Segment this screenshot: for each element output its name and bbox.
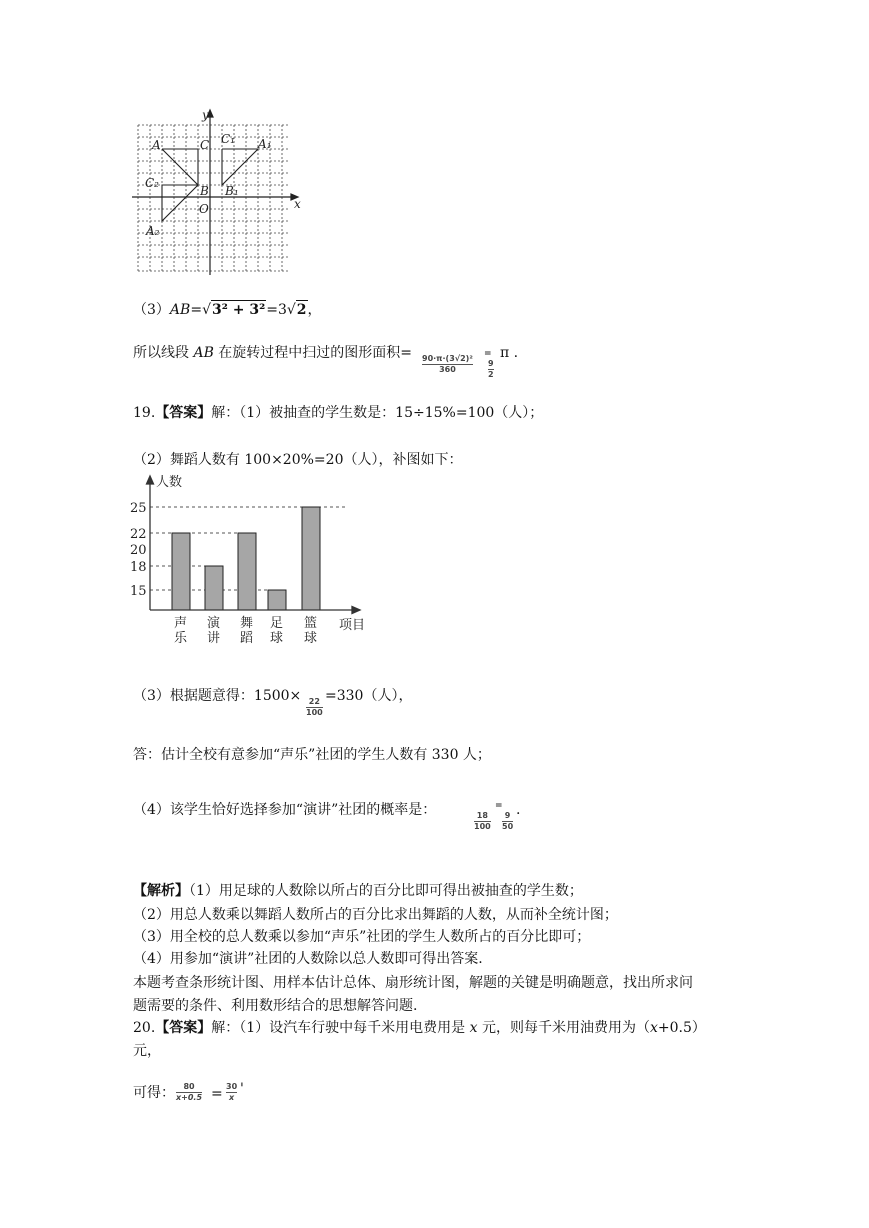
q18-part3-radicand: 3² + 3² — [211, 302, 266, 318]
x-tick-4-1: 球 — [304, 631, 318, 646]
q20-line-2: 元， — [133, 1043, 161, 1059]
q18-area-numerator: 90·π·(3√2)² — [422, 354, 473, 363]
q18-area-text-1: 所以线段 — [133, 345, 194, 361]
point-b-label: B — [200, 184, 209, 198]
bar-3 — [268, 590, 286, 610]
axis-x-label: x — [294, 197, 301, 211]
point-c-label: C — [200, 138, 210, 152]
chart-x-ticks — [174, 615, 317, 646]
y-tick-22: 22 — [130, 527, 147, 542]
q18-area-text-2: 在旋转过程中扫过的图形面积= — [213, 345, 413, 361]
y-tick-15: 15 — [130, 584, 147, 599]
q20-eq-denominator-1: x+0.5 — [176, 1093, 203, 1102]
q20-text-b: 元，则每千米用油费用为（ — [477, 1020, 650, 1036]
q18-area-pi: π . — [500, 345, 519, 361]
x-tick-2-0: 舞 — [240, 616, 254, 631]
point-c1-label: C₁ — [221, 132, 235, 146]
bar-1 — [205, 566, 223, 610]
q19-part4-denominator-2: 50 — [502, 822, 514, 831]
q18-area-line — [133, 344, 412, 362]
chart-ylabel: 人数 — [156, 475, 183, 490]
q20-text-a: 解：（1）设汽车行驶中每千米用电费用是 — [211, 1020, 470, 1036]
q19-part4: （4）该学生恰好选择参加“演讲”社团的概率是： — [133, 802, 437, 818]
x-tick-1-1: 讲 — [207, 631, 221, 646]
point-a-label: A — [152, 138, 161, 152]
q20-eq-sign: = — [211, 1086, 223, 1102]
q20-eq-fraction-2 — [226, 1082, 237, 1103]
q20-number: 20. — [133, 1020, 156, 1036]
q19-part1: 解：（1）被抽查的学生数是：15÷15%=100（人）； — [211, 405, 544, 421]
analysis-line-3: （3）用全校的总人数乘以参加“声乐”社团的学生人数所占的百分比即可； — [133, 929, 591, 945]
q18-part3-ab: AB — [169, 302, 191, 318]
x-tick-0-0: 声 — [174, 616, 188, 631]
x-tick-4-0: 篮 — [304, 616, 318, 631]
q20-text-c: +0.5） — [657, 1020, 706, 1036]
q18-area-denominator: 360 — [439, 365, 456, 374]
q19-part4-end: . — [516, 802, 521, 818]
q19-part4-eq: = — [495, 801, 503, 811]
y-tick-25: 25 — [130, 501, 147, 516]
q20-eq-denominator-2: x — [228, 1093, 235, 1102]
coordinate-grid-figure — [128, 105, 308, 280]
q19-part4-fraction-2 — [502, 811, 513, 832]
q19-part2: （2）舞蹈人数有 100×20%=20（人），补图如下： — [133, 452, 463, 468]
x-tick-3-0: 足 — [270, 616, 284, 631]
q19-part3-a: （3）根据题意得：1500× — [133, 688, 302, 704]
y-tick-18: 18 — [130, 560, 147, 575]
x-tick-0-1: 乐 — [174, 631, 188, 646]
q19-answer-tag: 【答案】 — [155, 405, 212, 421]
q20-eq-end: ' — [240, 1081, 244, 1097]
point-c2-label: C₂ — [145, 176, 159, 190]
q18-part3-result: =3 — [266, 302, 287, 318]
q19-part4-numerator: 18 — [476, 811, 488, 820]
q19-part3-numerator: 22 — [308, 697, 320, 706]
q19-part4-numerator-2: 9 — [504, 811, 511, 820]
bar-chart — [128, 472, 378, 647]
q20-var-x2: x — [649, 1020, 658, 1036]
q20-heading — [133, 1019, 706, 1037]
q19-heading — [133, 404, 543, 422]
point-b1-label: B₁ — [225, 184, 239, 198]
q20-eq-numerator-1: 80 — [183, 1082, 195, 1091]
q20-answer-tag: 【答案】 — [155, 1020, 212, 1036]
q18-area-ab: AB — [193, 345, 214, 361]
analysis-line-2: （2）用总人数乘以舞蹈人数所占的百分比求出舞蹈的人数，从而补全统计图； — [133, 907, 618, 923]
q18-part3-end: ， — [307, 302, 322, 318]
analysis-line-6: 题需要的条件、利用数形结合的思想解答问题. — [133, 998, 418, 1014]
bar-4 — [302, 507, 320, 610]
analysis-text-1: （1）用足球的人数除以所占的百分比即可得出被抽查的学生数； — [189, 883, 583, 899]
q18-area-denominator-2: 2 — [488, 370, 494, 379]
q18-area-fraction-2 — [488, 359, 494, 380]
bar-0 — [172, 533, 190, 610]
analysis-line-1 — [133, 882, 583, 900]
origin-label: O — [199, 202, 209, 216]
q19-part3 — [133, 687, 301, 705]
q18-part3-line: （3）AB=√3² + 3²=3√2， — [133, 302, 322, 318]
analysis-line-4: （4）用参加“演讲”社团的人数除以总人数即可得出答案. — [133, 951, 483, 967]
q19-part4-fraction — [474, 811, 491, 832]
axes — [132, 110, 298, 275]
q19-answer-line: 答：估计全校有意参加“声乐”社团的学生人数有 330 人； — [133, 747, 491, 763]
point-a1-label: A₁ — [258, 137, 272, 151]
q18-area-numerator-2: 9 — [488, 359, 494, 368]
point-a2-label: A₂ — [146, 224, 160, 238]
q18-part3-eq: = — [190, 302, 203, 318]
x-tick-3-1: 球 — [270, 631, 284, 646]
q18-area-fraction — [422, 354, 473, 375]
chart-xlabel: 项目 — [339, 618, 366, 633]
q19-part3-denominator: 100 — [306, 708, 323, 717]
q19-part3-b: =330（人）， — [325, 688, 413, 704]
q20-var-x: x — [469, 1020, 478, 1036]
q20-eq-numerator-2: 30 — [226, 1082, 238, 1091]
q19-number: 19. — [133, 405, 156, 421]
q20-line-3: 可得： — [133, 1085, 175, 1101]
chart-bars — [172, 507, 320, 610]
q19-part4-denominator: 100 — [474, 822, 491, 831]
bar-2 — [238, 533, 256, 610]
q18-area-eq: = — [484, 349, 492, 359]
q19-part3-fraction — [306, 697, 323, 718]
axis-y-label: y — [202, 108, 209, 122]
q18-part3-root2: 2 — [296, 302, 307, 318]
q20-eq-fraction-1 — [176, 1082, 202, 1103]
analysis-line-5: 本题考查条形统计图、用样本估计总体、扇形统计图，解题的关键是明确题意，找出所求问 — [133, 975, 693, 991]
analysis-tag: 【解析】 — [133, 883, 189, 899]
x-tick-2-1: 蹈 — [240, 631, 254, 646]
chart-y-ticks — [130, 501, 147, 599]
q18-part3-prefix: （3） — [133, 302, 170, 318]
x-tick-1-0: 演 — [207, 616, 221, 631]
y-tick-20: 20 — [130, 543, 147, 558]
